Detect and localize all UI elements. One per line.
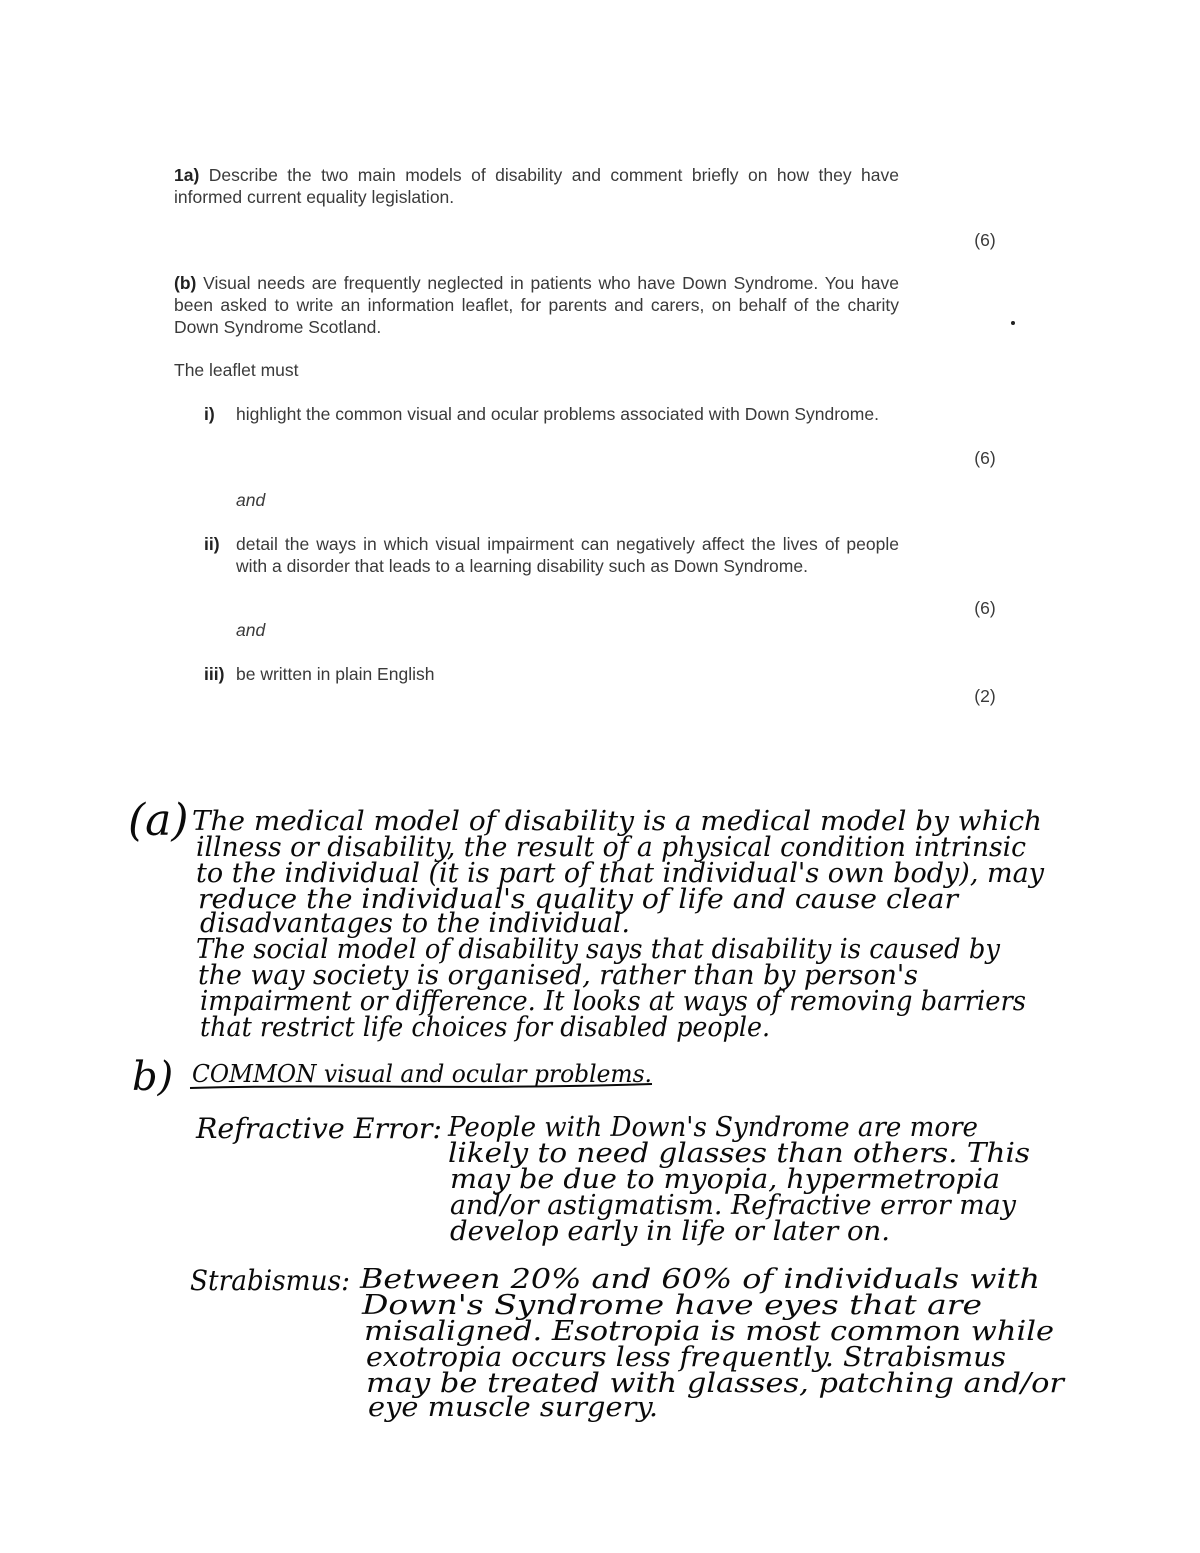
marks-1a: (6) — [974, 230, 996, 250]
refractive-line: and/or astigmatism. Refractive error may — [450, 1190, 1017, 1221]
answer-a-line: disadvantages to the individual. — [200, 908, 630, 939]
marks-item-ii: (6) — [974, 598, 996, 618]
refractive-line: likely to need glasses than others. This — [448, 1138, 1030, 1169]
item-text: detail the ways in which visual impairment can negatively affect the lives of people with a disorder that leads to a learning disability such as Down Syndrome. — [236, 534, 899, 576]
answer-a-line: illness or disability, the result of a physical condition intrinsic — [196, 832, 1026, 863]
answer-social-line: the way society is organised, rather than by person's — [198, 960, 918, 991]
answer-a-label: (a) — [128, 795, 189, 846]
leaflet-must-text: The leaflet must — [174, 360, 299, 380]
answer-a-line: reduce the individual's quality of life and cause clear — [198, 884, 961, 915]
refractive-label: Refractive Error: — [194, 1112, 442, 1145]
answer-b-heading: COMMON visual and ocular problems. — [192, 1060, 652, 1088]
strabismus-line: exotropia occurs less frequently. Strabismus — [366, 1342, 1006, 1373]
item-number: iii) — [204, 664, 225, 684]
question-1a-text: Describe the two main models of disability and comment briefly on how they have informed current equality legislation. — [174, 165, 899, 207]
answer-social-line: impairment or difference. It looks at ways of removing barriers — [200, 986, 1026, 1017]
strabismus-line: misaligned. Esotropia is most common while — [364, 1316, 1054, 1347]
question-1b-label: (b) — [174, 273, 197, 293]
marks-item-iii: (2) — [974, 686, 996, 706]
strabismus-line: Between 20% and 60% of individuals with — [358, 1264, 1040, 1295]
item-text: be written in plain English — [236, 664, 435, 684]
strabismus-line: eye muscle surgery. — [368, 1392, 658, 1423]
answer-a-line: to the individual (it is part of that individual's own body), may — [196, 858, 1045, 889]
answer-social-line: The social model of disability says that disability is caused by — [196, 934, 1001, 965]
strabismus-line: Down's Syndrome have eyes that are — [360, 1290, 983, 1321]
answer-b-label: b) — [132, 1054, 174, 1100]
conjunction-and: and — [236, 620, 266, 640]
answer-social-line: that restrict life choices for disabled people. — [200, 1012, 770, 1043]
strabismus-line: may be treated with glasses, patching and/or — [366, 1368, 1067, 1399]
marks-item-i: (6) — [974, 448, 996, 468]
refractive-line: People with Down's Syndrome are more — [447, 1112, 979, 1143]
item-text: highlight the common visual and ocular problems associated with Down Syndrome. — [236, 404, 879, 424]
item-number: i) — [204, 404, 215, 424]
conjunction-and: and — [236, 490, 266, 510]
strabismus-label: Strabismus: — [190, 1264, 350, 1297]
answer-a-line: The medical model of disability is a medical model by which — [192, 806, 1042, 837]
refractive-line: develop early in life or later on. — [450, 1216, 890, 1247]
question-1b-text: Visual needs are frequently neglected in patients who have Down Syndrome. You have been asked to write an information leaflet, for parents and carers, on behalf of the charity Down Syndrome Scotland. — [174, 273, 899, 337]
refractive-line: may be due to myopia, hypermetropia — [450, 1164, 1000, 1195]
question-1a-label: 1a) — [174, 165, 200, 185]
item-number: ii) — [204, 534, 220, 554]
